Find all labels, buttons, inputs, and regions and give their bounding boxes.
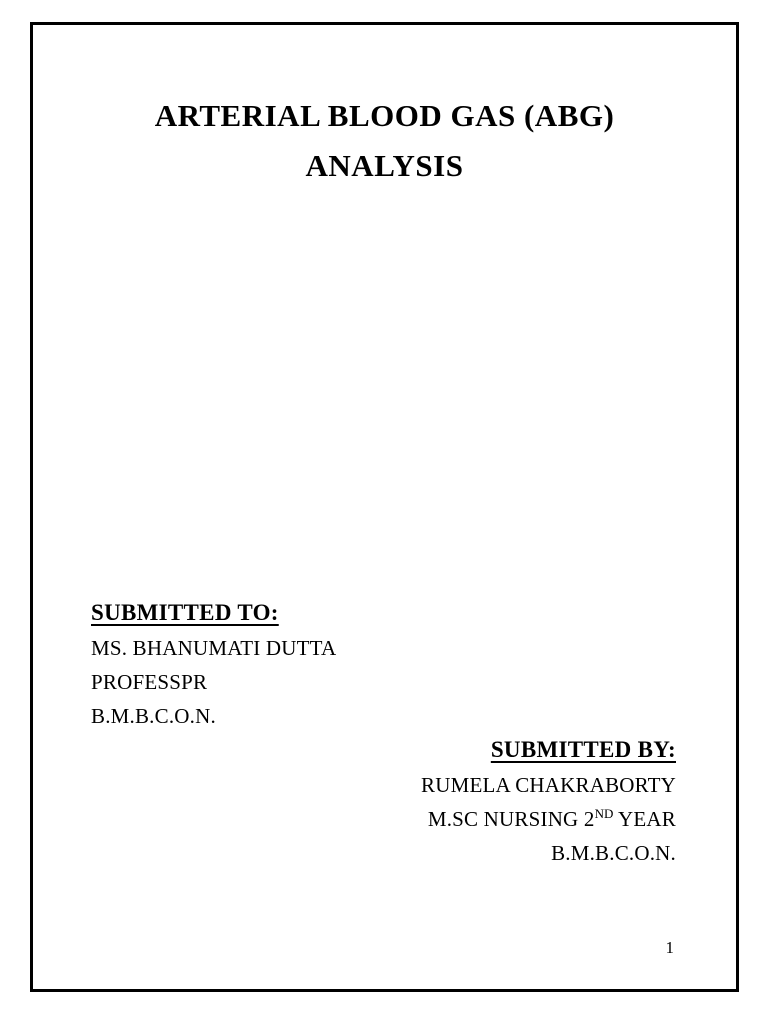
submitted-by-course — [421, 802, 676, 836]
ordinal-superscript: ND — [594, 806, 614, 821]
title-line-2: ANALYSIS — [305, 148, 464, 183]
submitted-to-designation: PROFESSPR — [91, 670, 208, 694]
course-text-suffix: YEAR — [613, 807, 676, 831]
submitted-by-section — [421, 732, 676, 870]
submitted-to-institution: B.M.B.C.O.N. — [91, 704, 216, 728]
course-text: M.SC NURSING 2 — [427, 807, 595, 831]
page-border-frame — [30, 22, 739, 992]
submitted-by-name: RUMELA CHAKRABORTY — [421, 773, 676, 797]
submitted-to-name: MS. BHANUMATI DUTTA — [91, 636, 337, 660]
submitted-by-label: SUBMITTED BY: — [490, 737, 676, 762]
submitted-to-section — [91, 595, 336, 733]
title-line-1: ARTERIAL BLOOD GAS (ABG) — [154, 98, 615, 133]
document-title — [33, 91, 736, 191]
submitted-by-institution: B.M.B.C.O.N. — [551, 841, 676, 865]
submitted-to-label: SUBMITTED TO: — [91, 600, 279, 625]
page-number: 1 — [665, 938, 674, 957]
